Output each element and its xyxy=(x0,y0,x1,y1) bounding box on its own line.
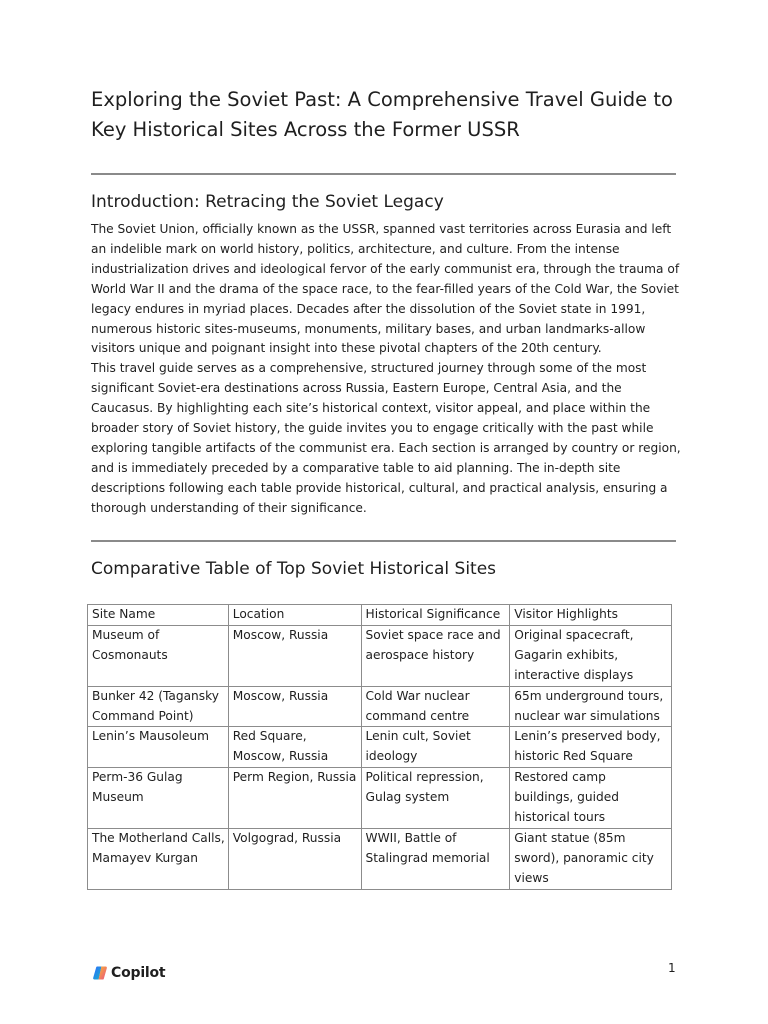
page-number: 1 xyxy=(668,961,676,975)
introduction-heading: Introduction: Retracing the Soviet Legacy xyxy=(91,192,444,212)
table-row xyxy=(88,625,672,686)
table-row xyxy=(88,828,672,889)
table-header-cell: Site Name xyxy=(88,605,229,626)
table-row xyxy=(88,727,672,768)
table-cell: Bunker 42 (Tagansky Command Point) xyxy=(88,686,229,727)
table-cell: Lenin cult, Soviet ideology xyxy=(361,727,510,768)
table-cell: Restored camp buildings, guided historical tours xyxy=(510,768,672,829)
table-cell: Museum of Cosmonauts xyxy=(88,625,229,686)
table-header-cell: Location xyxy=(228,605,361,626)
section-divider xyxy=(91,173,676,175)
table-header-row xyxy=(88,605,672,626)
document-title xyxy=(91,85,691,145)
table-cell: Perm Region, Russia xyxy=(228,768,361,829)
table-cell: Moscow, Russia xyxy=(228,625,361,686)
table-cell: Red Square, Moscow, Russia xyxy=(228,727,361,768)
copilot-logo-text: Copilot xyxy=(111,965,166,981)
table-cell: Moscow, Russia xyxy=(228,686,361,727)
table-cell: The Motherland Calls, Mamayev Kurgan xyxy=(88,828,229,889)
table-cell: Giant statue (85m sword), panoramic city views xyxy=(510,828,672,889)
introduction-paragraph: The Soviet Union, officially known as the USSR, spanned vast territories across Eurasia and left an indelible mark on world history, politics, architecture, and culture. From the intense industrialization drives and ideological fervor of the early communist era, through the trauma of World War II and the drama of the space race, to the fear-filled years of the Cold War, the Soviet legacy endures in myriad places. Decades after the dissolution of the Soviet state in 1991, numerous historic sites-museums, monuments, military bases, and urban landmarks-allow visitors unique and poignant insight into these pivotal chapters of the 20th century. xyxy=(91,222,680,356)
document-title-line-2: Key Historical Sites Across the Former USSR xyxy=(91,118,520,141)
table-row xyxy=(88,768,672,829)
table-row xyxy=(88,686,672,727)
comparative-table-heading: Comparative Table of Top Soviet Historical Sites xyxy=(91,559,497,579)
copilot-logo xyxy=(92,963,165,983)
comparative-table xyxy=(87,604,672,890)
table-cell: Lenin’s preserved body, historic Red Square xyxy=(510,727,672,768)
table-cell: Soviet space race and aerospace history xyxy=(361,625,510,686)
introduction-paragraph: This travel guide serves as a comprehensive, structured journey through some of the most significant Soviet-era destinations across Russia, Eastern Europe, Central Asia, and the Caucasus. By highlighting each site’s historical context, visitor appeal, and place within the broader story of Soviet history, the guide invites you to engage critically with the past while exploring tangible artifacts of the communist era. Each section is arranged by country or region, and is immediately preceded by a comparative table to aid planning. The in-depth site descriptions following each table provide historical, cultural, and practical analysis, ensuring a thorough understanding of their significance. xyxy=(91,361,681,515)
table-cell: Volgograd, Russia xyxy=(228,828,361,889)
table-cell: Cold War nuclear command centre xyxy=(361,686,510,727)
table-cell: Perm-36 Gulag Museum xyxy=(88,768,229,829)
copilot-logo-icon xyxy=(92,965,108,981)
table-cell: Lenin’s Mausoleum xyxy=(88,727,229,768)
table-header-cell: Historical Significance xyxy=(361,605,510,626)
table-cell: 65m underground tours, nuclear war simulations xyxy=(510,686,672,727)
table-cell: Original spacecraft, Gagarin exhibits, interactive displays xyxy=(510,625,672,686)
table-cell: Political repression, Gulag system xyxy=(361,768,510,829)
table-cell: WWII, Battle of Stalingrad memorial xyxy=(361,828,510,889)
document-title-line-1: Exploring the Soviet Past: A Comprehensive Travel Guide to xyxy=(91,88,673,111)
table-header-cell: Visitor Highlights xyxy=(510,605,672,626)
section-divider xyxy=(91,540,676,542)
introduction-body xyxy=(91,220,681,519)
